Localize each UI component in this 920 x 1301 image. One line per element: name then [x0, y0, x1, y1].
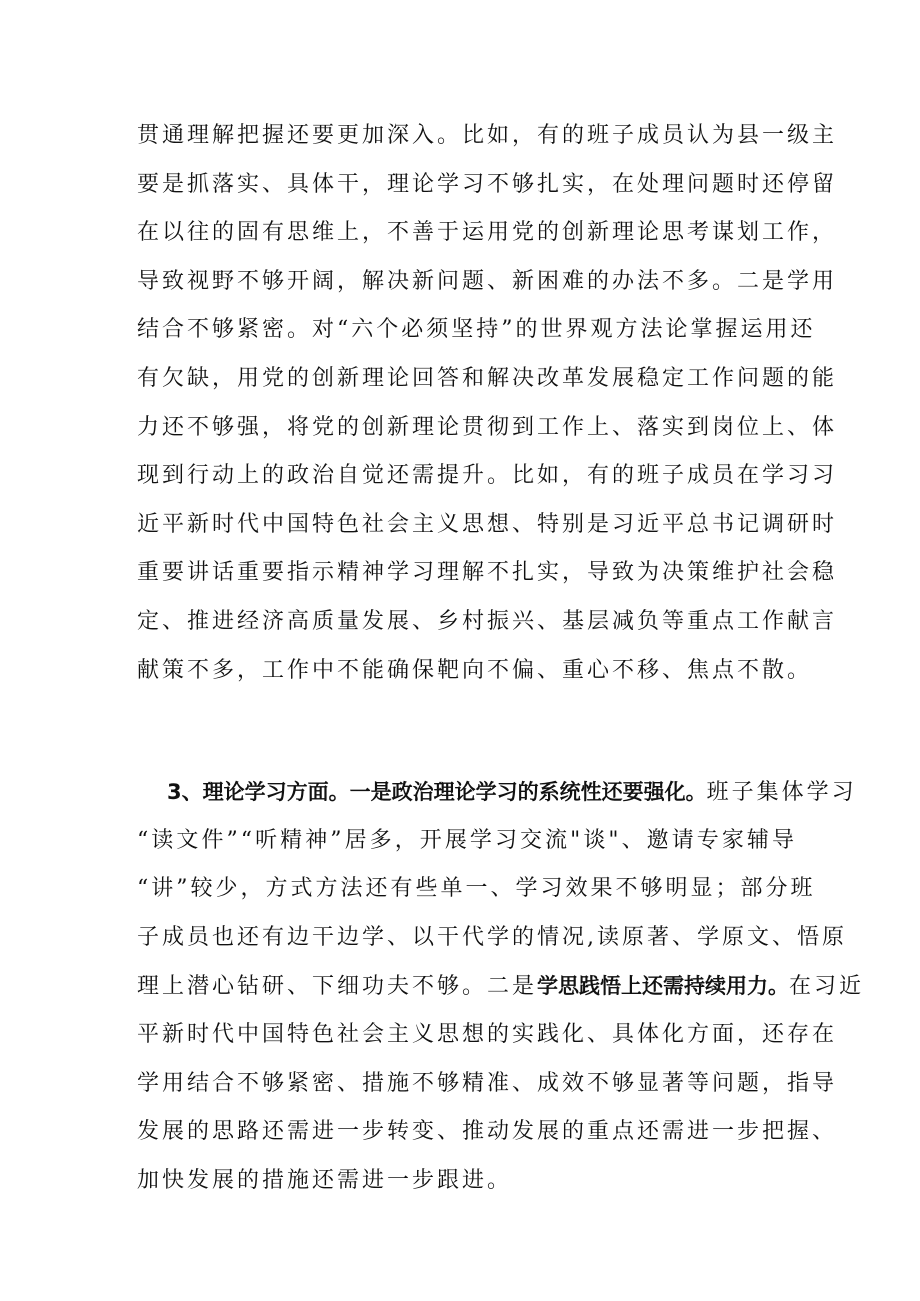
paragraph-body-1	[137, 112, 838, 695]
text-line: 现到行动上的政治自觉还需提升。比如，有的班子成员在学习习	[137, 463, 838, 489]
section-heading-line	[137, 768, 857, 817]
text-line: 重要讲话重要指示精神学习理解不扎实，导致为决策维护社会稳	[137, 560, 838, 586]
text-line: 贯通理解把握还要更加深入。比如，有的班子成员认为县一级主	[137, 123, 838, 148]
text-line-mixed	[137, 962, 865, 1011]
text-line: 力还不够强，将党的创新理论贯彻到工作上、落实到岗位上、体	[137, 414, 838, 440]
text-line: 有欠缺，用党的创新理论回答和解决改革发展稳定工作问题的能	[137, 365, 838, 391]
text-line: 在以往的固有思维上，不善于运用党的创新理论思考谋划工作，	[137, 220, 838, 246]
subheading-fragment: 学思践悟上还需持续用力。	[537, 974, 790, 999]
section-heading: 3、理论学习方面。一是政治理论学习的系统性还要强化。	[167, 780, 707, 804]
text-line: 结合不够紧密。对“六个必须坚持”的世界观方法论掌握运用还	[137, 317, 816, 343]
text-line: 定、推进经济高质量发展、乡村振兴、基层减负等重点工作献言	[137, 608, 838, 634]
text-line: 要是抓落实、具体干，理论学习不够扎实，在处理问题时还停留	[137, 171, 838, 197]
text-line: 近平新时代中国特色社会主义思想、特别是习近平总书记调研时	[137, 511, 838, 537]
text-fragment: 在习近	[789, 974, 865, 1000]
text-line: 加快发展的措施还需进一步跟进。	[137, 1167, 513, 1193]
text-line: 平新时代中国特色社会主义思想的实践化、具体化方面，还存在	[137, 1021, 838, 1047]
text-line: “读文件”“听精神”居多，开展学习交流"谈"、邀请专家辅导	[137, 827, 797, 853]
text-line: 发展的思路还需进一步转变、推动发展的重点还需进一步把握、	[137, 1119, 838, 1145]
text-line: 学用结合不够紧密、措施不够精准、成效不够显著等问题，指导	[137, 1070, 838, 1096]
text-line: 导致视野不够开阔，解决新问题、新困难的办法不多。二是学用	[137, 268, 838, 294]
text-line: “讲”较少，方式方法还有些单一、学习效果不够明显；部分班	[137, 876, 816, 902]
text-line: 献策不多，工作中不能确保靶向不偏、重心不移、焦点不散。	[137, 657, 813, 683]
text-line: 子成员也还有边干边学、以干代学的情况,读原著、学原文、悟原	[137, 924, 847, 950]
paragraph-body-2	[137, 768, 865, 1205]
text-fragment: 班子集体学习	[706, 780, 857, 805]
text-fragment: 理上潜心钻研、下细功夫不够。二是	[137, 974, 538, 1000]
